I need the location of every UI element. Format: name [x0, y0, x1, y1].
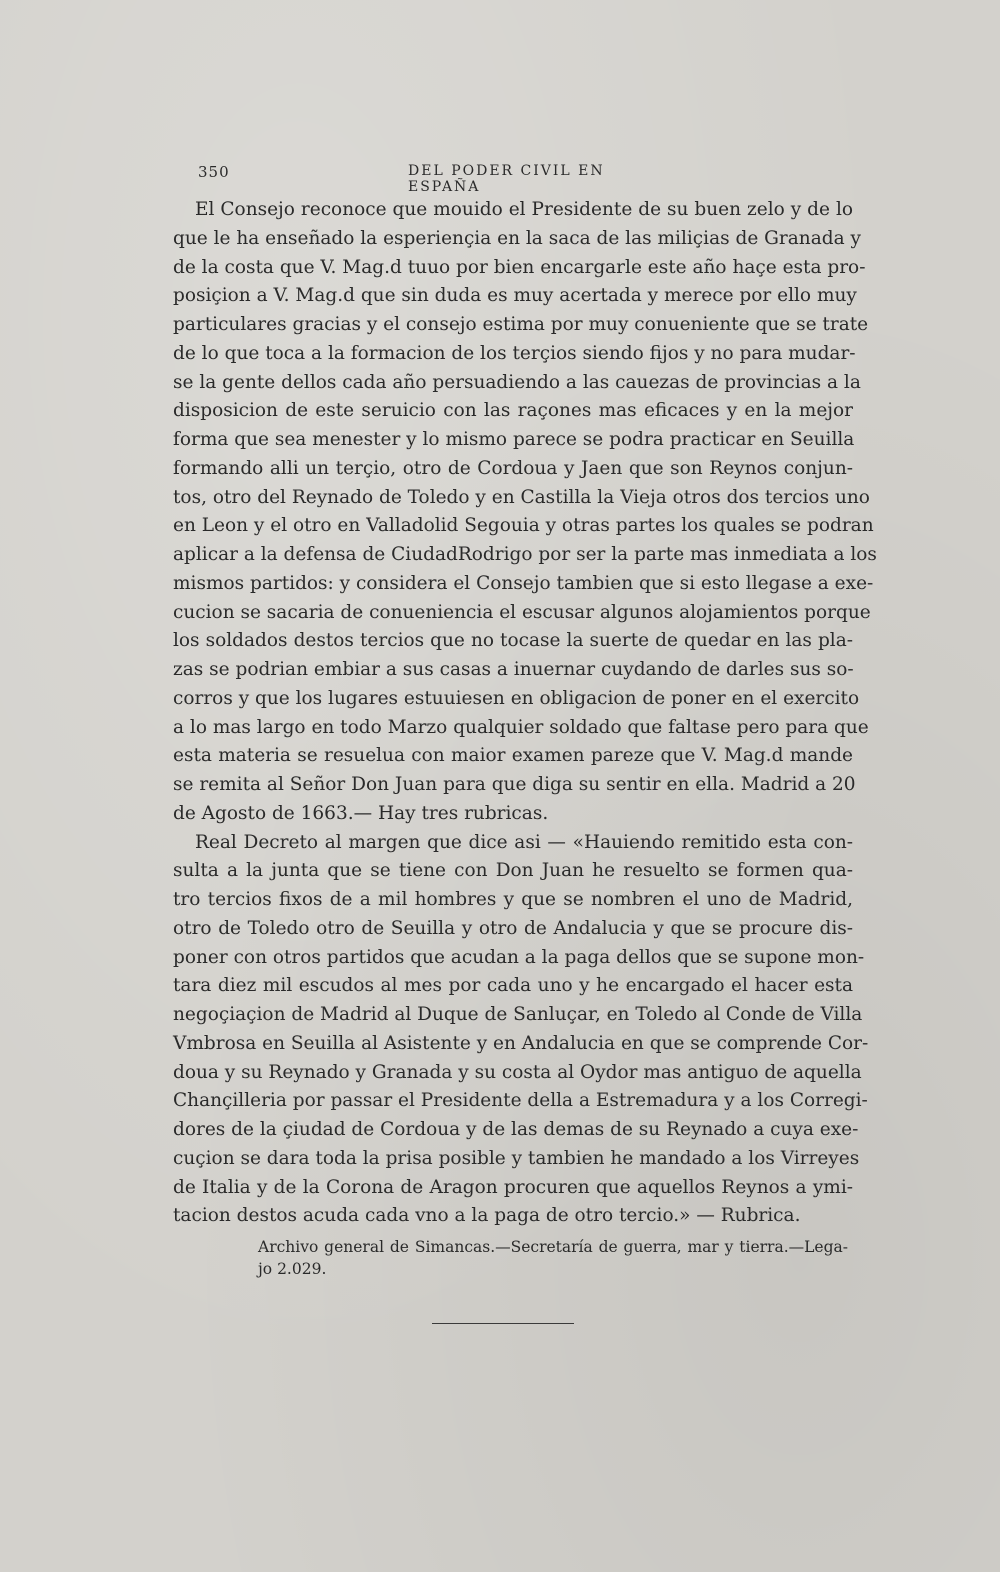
footnote-line: jo 2.029. [258, 1260, 327, 1278]
text-line: que le ha enseñado la esperiençia en la saca de las miliçias de Granada y [173, 227, 861, 249]
running-title: DEL PODER CIVIL EN ESPAÑA [408, 163, 605, 195]
text-line: tacion destos acuda cada vno a la paga de otro tercio.» — Rubrica. [173, 1205, 801, 1227]
text-line: dores de la çiudad de Cordoua y de las demas de su Reynado a cuya exe- [173, 1119, 859, 1140]
text-line: Chançilleria por passar el Presidente della a Estremadura y a los Corregi- [173, 1090, 868, 1112]
running-head [198, 163, 668, 195]
text-line: mismos partidos: y considera el Consejo tambien que si esto llegase a exe- [173, 572, 874, 594]
text-line: cucion se sacaria de conueniencia el escusar algunos alojamientos porque [173, 601, 871, 623]
source-footnote [258, 1236, 848, 1280]
text-line: esta materia se resuelua con maior examen pareze que V. Mag.d mande [173, 745, 853, 767]
text-line: Real Decreto al margen que dice asi — «Hauiendo remitido esta con- [195, 831, 853, 853]
text-line: tos, otro del Reynado de Toledo y en Castilla la Vieja otros dos tercios uno [173, 486, 870, 508]
text-line: Vmbrosa en Seuilla al Asistente y en Andalucia en que se comprende Cor- [173, 1032, 869, 1054]
text-line: se remita al Señor Don Juan para que diga su sentir en ella. Madrid a 20 [173, 774, 856, 795]
text-line: tara diez mil escudos al mes por cada uno y he encargado el hacer esta [173, 975, 853, 997]
text-line: posiçion a V. Mag.d que sin duda es muy acertada y merece por ello muy [173, 285, 857, 307]
text-line: de la costa que V. Mag.d tuuo por bien encargarle este año haçe esta pro- [173, 256, 866, 278]
text-line: en Leon y el otro en Valladolid Segouia y otras partes los quales se podran [173, 515, 874, 537]
text-line: aplicar a la defensa de CiudadRodrigo por ser la parte mas inmediata a los [173, 544, 877, 565]
footnote-line: Archivo general de Simancas.—Secretaría de guerra, mar y tierra.—Lega- [258, 1238, 848, 1256]
text-line: negoçiaçion de Madrid al Duque de Sanluçar, en Toledo al Conde de Villa [173, 1004, 863, 1025]
page-number: 350 [198, 163, 230, 181]
text-line: El Consejo reconoce que mouido el Presidente de su buen zelo y de lo [195, 199, 853, 220]
text-line: a lo mas largo en todo Marzo qualquier soldado que faltase pero para que [173, 716, 869, 738]
text-line: zas se podrian embiar a sus casas a inuernar cuydando de darles sus so- [173, 659, 854, 680]
text-line: de Agosto de 1663.— Hay tres rubricas. [173, 802, 549, 824]
body-text [173, 196, 877, 1231]
text-line: tro tercios fixos de a mil hombres y que se nombren el uno de Madrid, [173, 889, 853, 910]
text-line: disposicion de este seruicio con las raçones mas eficaces y en la mejor [173, 400, 853, 422]
text-line: corros y que los lugares estuuiesen en obligacion de poner en el exercito [173, 687, 860, 709]
text-line: particulares gracias y el consejo estima por muy conueniente que se trate [173, 314, 869, 335]
text-line: de Italia y de la Corona de Aragon procuren que aquellos Reynos a ymi- [173, 1176, 853, 1198]
text-line: poner con otros partidos que acudan a la paga dellos que se supone mon- [173, 946, 865, 968]
text-line: cuçion se dara toda la prisa posible y tambien he mandado a los Virreyes [173, 1147, 860, 1169]
text-line: forma que sea menester y lo mismo parece se podra practicar en Seuilla [173, 429, 855, 450]
text-line: los soldados destos tercios que no tocase la suerte de quedar en las pla- [173, 630, 853, 652]
text-line: sulta a la junta que se tiene con Don Juan he resuelto se formen qua- [173, 860, 853, 882]
text-line: otro de Toledo otro de Seuilla y otro de Andalucia y que se procure dis- [173, 917, 853, 939]
text-line: doua y su Reynado y Granada y su costa al Oydor mas antiguo de aquella [173, 1061, 862, 1083]
text-line: formando alli un terçio, otro de Cordoua y Jaen que son Reynos conjun- [173, 457, 853, 479]
closing-rule [432, 1323, 574, 1324]
text-line: se la gente dellos cada año persuadiendo a las cauezas de provincias a la [173, 371, 861, 393]
text-line: de lo que toca a la formacion de los terçios siendo fijos y no para mudar- [173, 342, 856, 364]
